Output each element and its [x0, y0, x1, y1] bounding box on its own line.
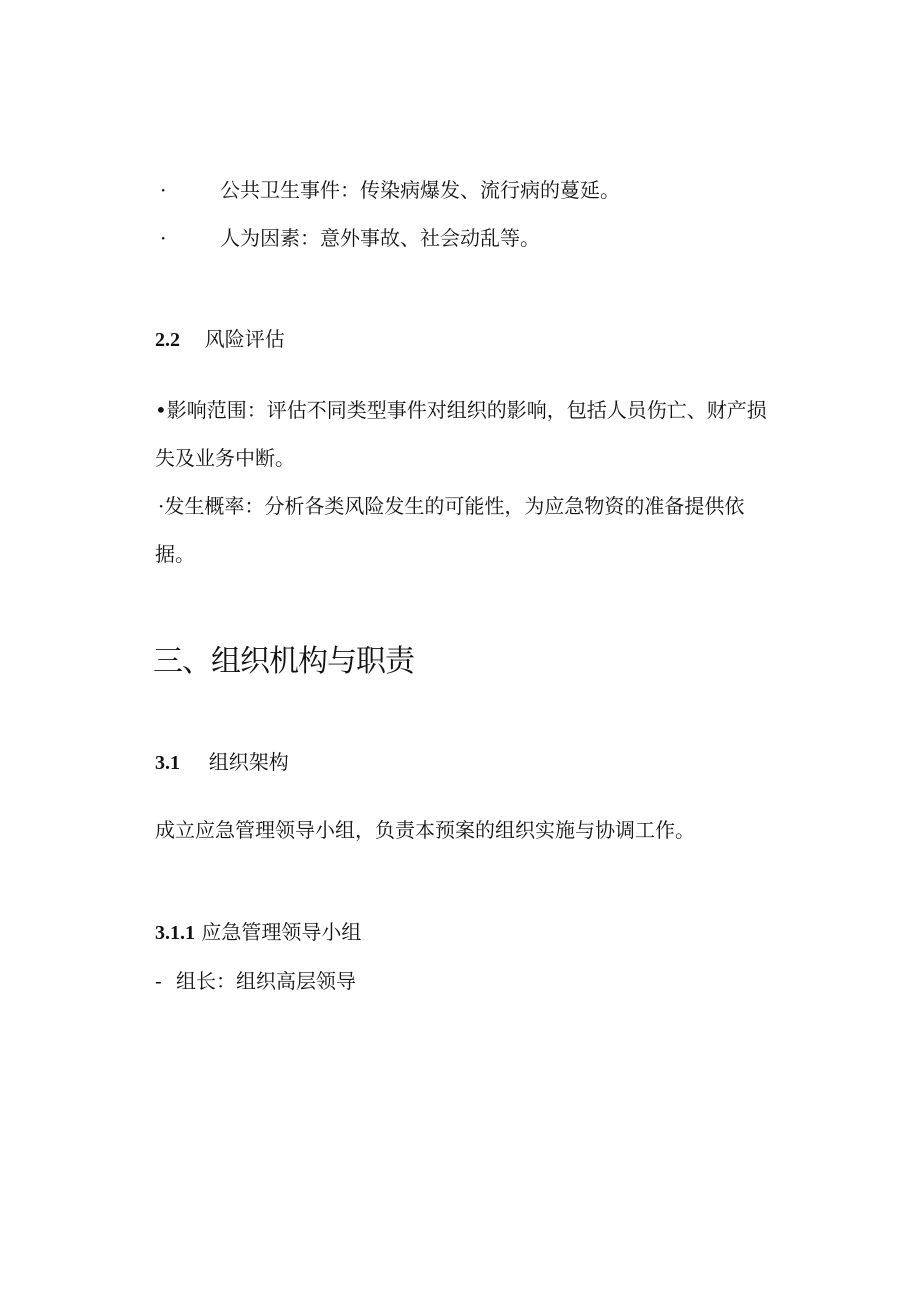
paragraph-probability-line1: ·发生概率：分析各类风险发生的可能性，为应急物资的准备提供依 [158, 494, 745, 518]
subsection-number: 2.2 [155, 329, 180, 351]
subsection-heading-3-1 [155, 750, 289, 775]
subsection-title: 组织架构 [208, 750, 289, 774]
paragraph-3-1: 成立应急管理领导小组，负责本预案的组织实施与协调工作。 [155, 818, 695, 842]
subsection-number: 3.1 [155, 752, 180, 774]
list-item-text: 人为因素：意外事故、社会动乱等。 [220, 226, 540, 250]
paragraph-impact-line1: •影响范围：评估不同类型事件对组织的影响，包括人员伤亡、财产损 [155, 398, 767, 422]
section-heading-3: 三、组织机构与职责 [153, 644, 414, 679]
paragraph-impact-line2: 失及业务中断。 [155, 446, 295, 470]
subsection-heading-3-1-1 [155, 920, 361, 945]
dash-marker: - [155, 969, 162, 993]
subsection-heading-2-2 [155, 327, 285, 352]
subsection-number: 3.1.1 [155, 922, 195, 944]
paragraph-probability-line2: 据。 [155, 542, 195, 566]
bullet-marker: · [160, 178, 167, 202]
bullet-marker: · [160, 226, 167, 250]
list-item-text: 公共卫生事件：传染病爆发、流行病的蔓延。 [220, 178, 620, 202]
subsection-title: 应急管理领导小组 [201, 920, 362, 944]
subsection-title: 风险评估 [204, 327, 285, 351]
list-item-text: 组长：组织高层领导 [176, 969, 356, 993]
